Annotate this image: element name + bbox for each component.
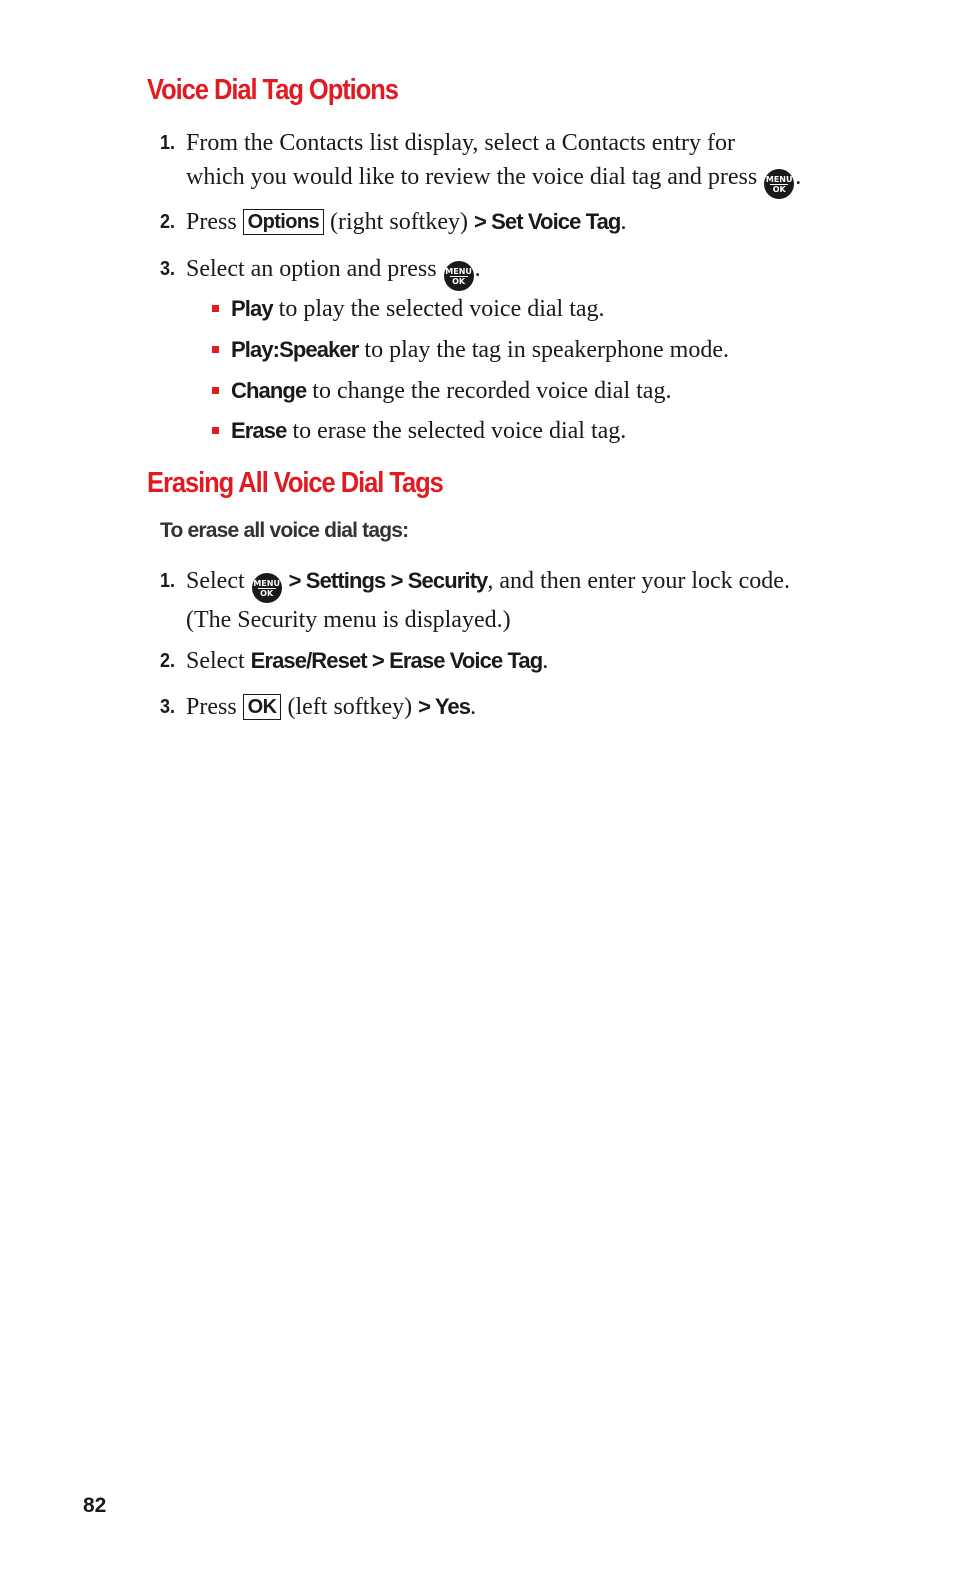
bullet-square-icon bbox=[212, 346, 219, 353]
bullet-square-icon bbox=[212, 305, 219, 312]
step-1: 1. From the Contacts list display, select a Contacts entry for which you would like to review the voice dial tag and press MENU OK . bbox=[160, 126, 880, 199]
step-3: 3. Select an option and press MENU OK . bbox=[160, 252, 880, 291]
step-1: 1. Select MENU OK > Settings > Security, and then enter your lock code. (The Security menu is displayed.) bbox=[160, 564, 880, 637]
step-number: 3. bbox=[160, 696, 176, 718]
step-number: 1. bbox=[160, 570, 176, 592]
step-number: 2. bbox=[160, 211, 176, 233]
list-item: Play to play the selected voice dial tag. bbox=[212, 292, 605, 326]
menu-ok-key-icon: MENU OK bbox=[444, 261, 474, 291]
page-number: 82 bbox=[83, 1494, 107, 1517]
menu-path: > Settings > Security bbox=[288, 568, 488, 593]
menu-path: > Set Voice Tag bbox=[474, 209, 621, 234]
step-number: 2. bbox=[160, 650, 176, 672]
list-item: Erase to erase the selected voice dial tag. bbox=[212, 414, 626, 448]
step-number: 3. bbox=[160, 258, 176, 280]
options-softkey-label: Options bbox=[243, 209, 324, 235]
bullet-square-icon bbox=[212, 387, 219, 394]
section-title-erasing-all-voice-dial-tags: Erasing All Voice Dial Tags bbox=[147, 467, 443, 499]
list-item: Change to change the recorded voice dial tag. bbox=[212, 374, 671, 408]
step-2: 2. Select Erase/Reset > Erase Voice Tag. bbox=[160, 644, 880, 678]
bullet-square-icon bbox=[212, 427, 219, 434]
menu-ok-key-icon: MENU OK bbox=[252, 573, 282, 603]
step-number: 1. bbox=[160, 132, 176, 154]
menu-path: > Yes bbox=[418, 694, 471, 719]
procedure-subheading: To erase all voice dial tags: bbox=[160, 519, 409, 542]
step-2: 2. Press Options (right softkey) > Set Voice Tag. bbox=[160, 205, 880, 239]
ok-softkey-label: OK bbox=[243, 694, 282, 720]
step-text: which you would like to review the voice dial tag and press bbox=[186, 164, 758, 190]
step-3: 3. Press OK (left softkey) > Yes. bbox=[160, 690, 880, 724]
list-item: Play:Speaker to play the tag in speakerphone mode. bbox=[212, 333, 729, 367]
menu-path: Erase/Reset > Erase Voice Tag bbox=[250, 648, 543, 673]
menu-ok-key-icon: MENU OK bbox=[764, 169, 794, 199]
step-text: From the Contacts list display, select a Contacts entry for bbox=[186, 130, 735, 156]
section-title-voice-dial-tag-options: Voice Dial Tag Options bbox=[147, 74, 398, 106]
